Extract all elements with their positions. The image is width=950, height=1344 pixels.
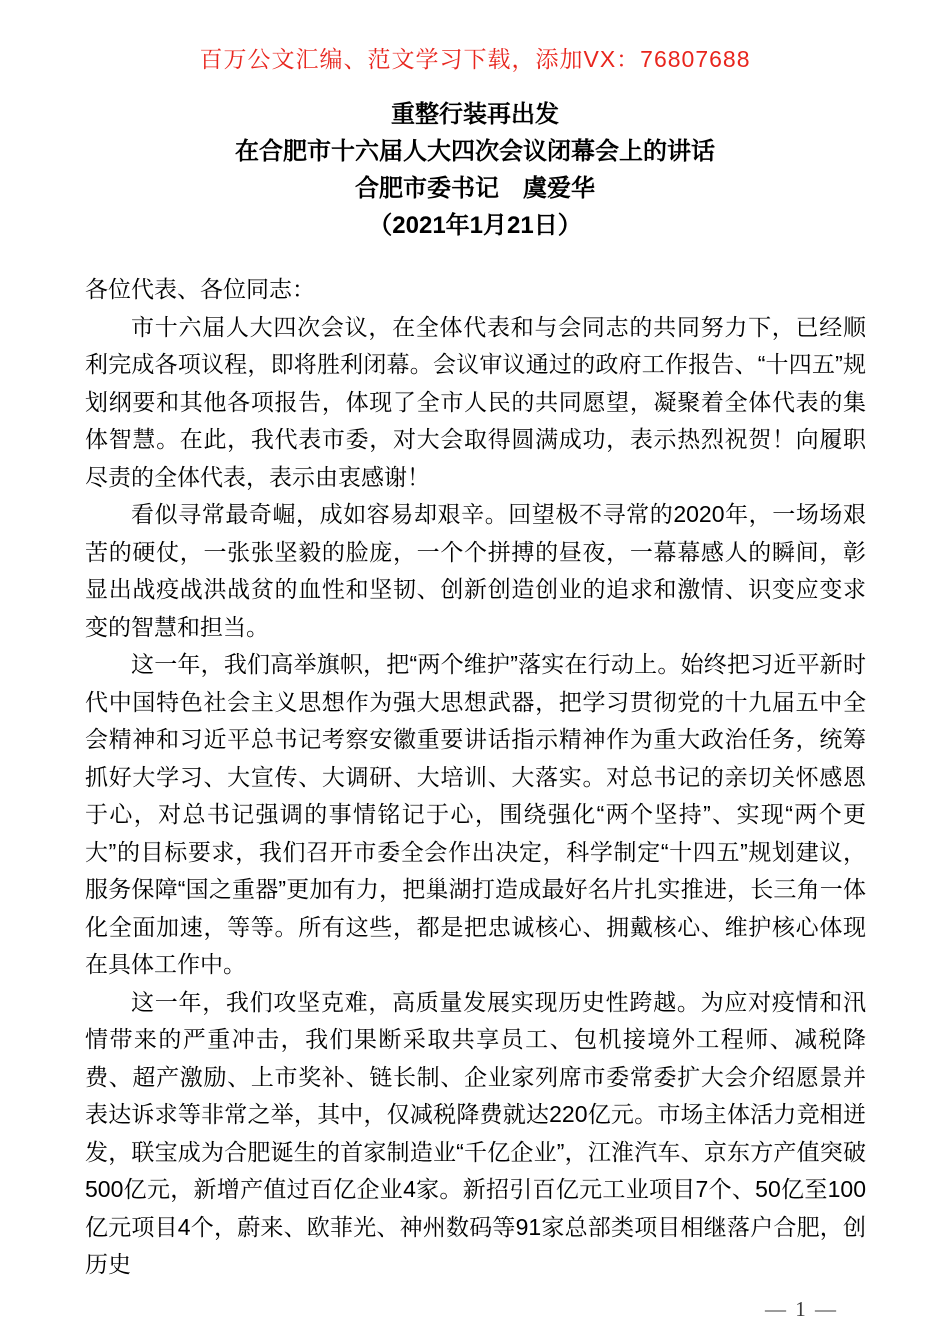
body-paragraphs [85, 309, 866, 1284]
document-title: 重整行装再出发 [391, 101, 559, 128]
paragraph: 市十六届人大四次会议，在全体代表和与会同志的共同努力下，已经顺利完成各项议程，即将胜利闭幕。会议审议通过的政府工作报告、“十四五”规划纲要和其他各项报告，体现了全市人民的共同愿望，凝聚着全体代表的集体智慧。在此，我代表市委，对大会取得圆满成功，表示热烈祝贺！向履职尽责的全体代表，表示由衷感谢！ [85, 313, 866, 490]
document-body [85, 271, 866, 1284]
salutation: 各位代表、各位同志： [85, 276, 315, 302]
title-block [0, 96, 950, 244]
paragraph: 看似寻常最奇崛，成如容易却艰辛。回望极不寻常的2020年，一场场艰苦的硬仗，一张张坚毅的脸庞，一个个拼搏的昼夜，一幕幕感人的瞬间，彰显出战疫战洪战贫的血性和坚韧、创新创造创业的追求和激情、识变应变求变的智慧和担当。 [85, 501, 866, 640]
paragraph: 这一年，我们高举旗帜，把“两个维护”落实在行动上。始终把习近平新时代中国特色社会主义思想作为强大思想武器，把学习贯彻党的十九届五中全会精神和习近平总书记考察安徽重要讲话指示精神作为重大政治任务，统筹抓好大学习、大宣传、大调研、大培训、大落实。对总书记的亲切关怀感恩于心，对总书记强调的事情铭记于心，围绕强化“两个坚持”、实现“两个更大”的目标要求，我们召开市委全会作出决定，科学制定“十四五”规划建议，服务保障“国之重器”更加有力，把巢湖打造成最好名片扎实推进，长三角一体化全面加速，等等。所有这些，都是把忠诚核心、拥戴核心、维护核心体现在具体工作中。 [85, 651, 866, 977]
page-number: — 1 — [765, 1297, 838, 1321]
document-subtitle: 在合肥市十六届人大四次会议闭幕会上的讲话 [235, 138, 715, 165]
header-notice: 百万公文汇编、范文学习下载，添加VX：76807688 [199, 46, 751, 72]
document-date: （2021年1月21日） [368, 212, 582, 239]
document-author: 合肥市委书记 虞爱华 [355, 175, 595, 202]
paragraph: 这一年，我们攻坚克难，高质量发展实现历史性跨越。为应对疫情和汛情带来的严重冲击，我们果断采取共享员工、包机接境外工程师、减税降费、超产激励、上市奖补、链长制、企业家列席市委常委扩大会介绍愿景并表达诉求等非常之举，其中，仅减税降费就达220亿元。市场主体活力竞相迸发，联宝成为合肥诞生的首家制造业“千亿企业”，江淮汽车、京东方产值突破500亿元，新增产值过百亿企业4家。新招引百亿元工业项目7个、50亿至100亿元项目4个，蔚来、欧菲光、神州数码等91家总部类项目相继落户合肥，创历史 [85, 988, 866, 1277]
